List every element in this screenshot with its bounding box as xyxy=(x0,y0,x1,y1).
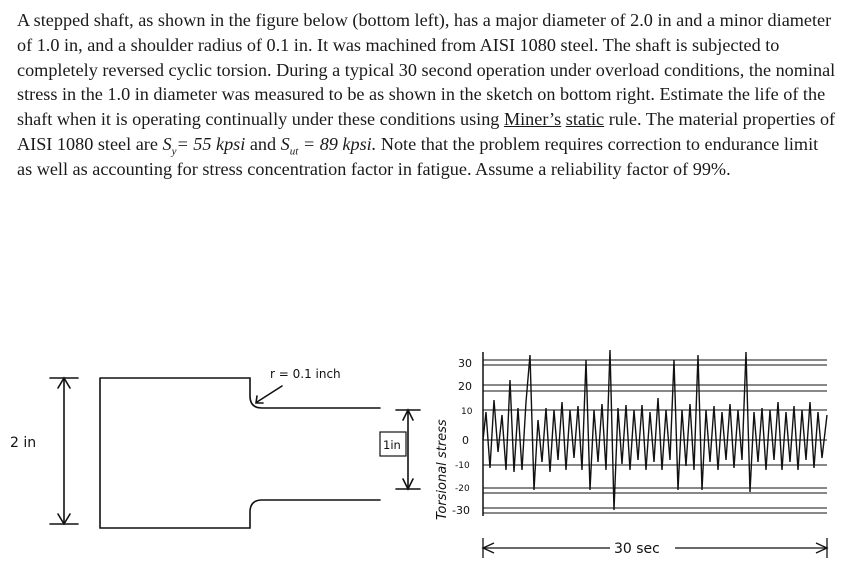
tick-label: -20 xyxy=(455,484,470,494)
problem-text-3: Note that the problem requires correction to endurance limit as well as accounting for stress concentration factor in fatigue. Assume a reliability factor of 99%. xyxy=(17,133,819,179)
problem-text-1: A stepped shaft, as shown in the figure below (bottom left), has a major diameter of 2.0 in and a minor diameter of 1.0 in, and a shoulder radius of 0.1 in. It was machined from AISI 1080 steel. The shaft is subjected to completely reversed cyclic torsion. During a typical 30 second operation under overload conditions, the nominal stress in the 1.0 in diameter was measured to be as shown in the sketch on bottom right. Estimate the life of the shaft when it is operating continually under these conditions using xyxy=(17,10,836,130)
stress-waveform xyxy=(483,350,827,510)
duration-label: 30 sec xyxy=(614,541,660,557)
plot-ylabel: Torsional stress xyxy=(435,419,450,520)
stress-plot xyxy=(483,350,827,558)
tick-label: 30 xyxy=(458,357,472,370)
tick-label: -10 xyxy=(455,461,470,471)
problem-text-2: rule. The material properties of AISI 1080 steel are xyxy=(17,109,836,154)
stepped-shaft-sketch xyxy=(50,378,420,528)
problem-paragraph: A stepped shaft, as shown in the figure below (bottom left), has a major diameter of 2.0 in and a minor diameter of 1.0 in, and a shoulder radius of 0.1 in. It was machined from AISI 1080 steel. The shaft is subjected to completely reversed cyclic torsion. During a typical 30 second operation under overload conditions, the nominal stress in the 1.0 in diameter was measured to be as shown in the sketch on bottom right. Estimate the life of the shaft when it is operating continually under these conditions using Miner’s static rule. The material properties of AISI 1080 steel are $S_y= 55$ kpsi and $S_{ut} = 89$ kpsi. Note that the problem requires correction to endurance limit as well as accounting for stress concentration factor in fatigue. Assume a reliability factor of 99%. xyxy=(17,10,836,179)
major-diameter-label: 2 in xyxy=(10,435,37,451)
tick-label: -30 xyxy=(452,504,470,517)
radius-label: r = 0.1 inch xyxy=(270,367,341,381)
tick-label: 0 xyxy=(462,434,469,447)
tick-label: 10 xyxy=(461,407,473,417)
plot-tick-labels xyxy=(452,357,473,517)
radius-leader xyxy=(257,386,282,402)
miners-link-text: Miner’s xyxy=(503,109,562,130)
tick-label: 20 xyxy=(458,380,472,393)
sut-value: $S_{ut} = 89$ kpsi. xyxy=(280,133,377,158)
shaft-outline xyxy=(100,378,380,528)
minor-diameter-label: 1in xyxy=(383,438,401,452)
sy-value: $S_y= 55$ kpsi xyxy=(162,133,246,158)
static-link-text: static xyxy=(565,109,605,130)
